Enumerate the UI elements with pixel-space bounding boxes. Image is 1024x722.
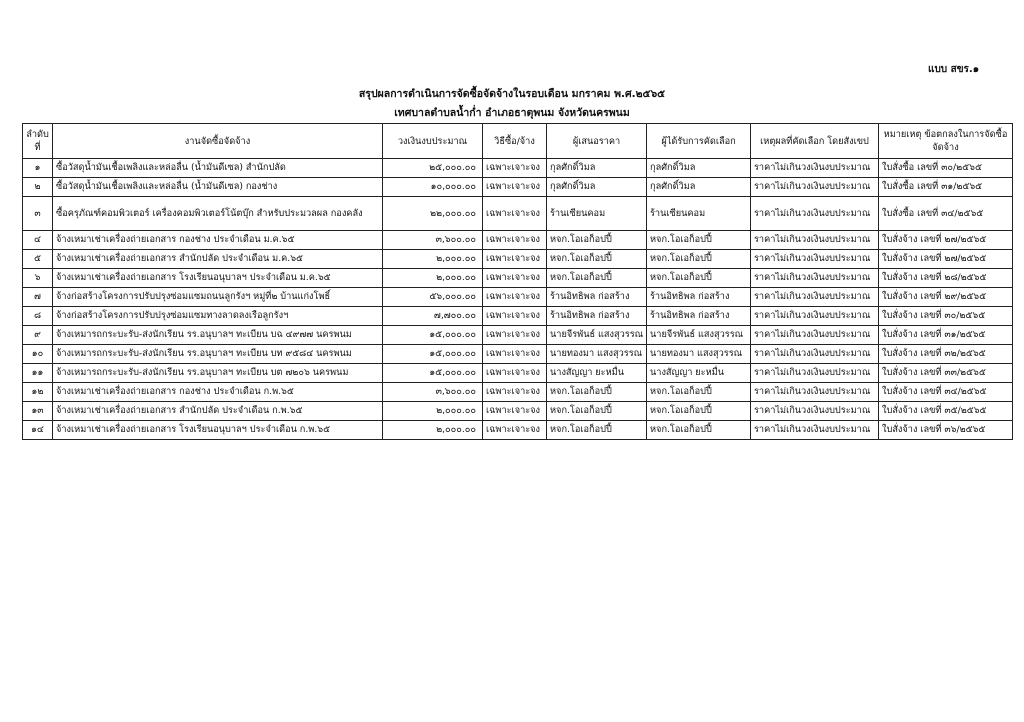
cell-no: ๑ <box>23 159 53 178</box>
header-budget: วงเงินงบประมาณ <box>383 124 483 159</box>
header-item: งานจัดซื้อจัดจ้าง <box>53 124 383 159</box>
cell-item: จ้างเหมารถกระบะรับ-ส่งนักเรียน รร.อนุบาลฯ ทะเบียน บฉ ๔๙๗๗ นครพนม <box>53 326 383 345</box>
header-selected: ผู้ได้รับการคัดเลือก <box>647 124 751 159</box>
cell-budget: ๒,๐๐๐.๐๐ <box>383 421 483 440</box>
cell-selected: ร้านอิทธิพล ก่อสร้าง <box>647 307 751 326</box>
cell-budget: ๒,๐๐๐.๐๐ <box>383 250 483 269</box>
cell-budget: ๒๕,๐๐๐.๐๐ <box>383 159 483 178</box>
cell-reason: ราคาไม่เกินวงเงินงบประมาณ <box>751 288 879 307</box>
header-row <box>23 124 1013 159</box>
cell-selected: หจก.โอเอก็อปปี้ <box>647 402 751 421</box>
table-row <box>23 326 1013 345</box>
cell-method: เฉพาะเจาะจง <box>483 250 547 269</box>
cell-bidder: นางสัญญา ยะหมื่น <box>547 364 647 383</box>
cell-selected: หจก.โอเอก็อปปี้ <box>647 231 751 250</box>
document-title: สรุปผลการดำเนินการจัดซื้อจัดจ้างในรอบเดือน มกราคม พ.ศ.๒๕๖๕ <box>358 88 666 100</box>
cell-selected: นางสัญญา ยะหมื่น <box>647 364 751 383</box>
cell-bidder: หจก.โอเอก็อปปี้ <box>547 383 647 402</box>
table-row <box>23 307 1013 326</box>
cell-budget: ๑๕,๐๐๐.๐๐ <box>383 326 483 345</box>
cell-note: ใบสั่งซื้อ เลขที่ ๓๑/๒๕๖๕ <box>879 178 1013 197</box>
cell-no: ๑๑ <box>23 364 53 383</box>
header-reason: เหตุผลที่คัดเลือก โดยสังเขป <box>751 124 879 159</box>
cell-budget: ๒,๐๐๐.๐๐ <box>383 402 483 421</box>
cell-item: จ้างก่อสร้างโครงการปรับปรุงซ่อมแซมทางลาดลงเรือลูกรังฯ <box>53 307 383 326</box>
table-row <box>23 178 1013 197</box>
cell-bidder: หจก.โอเอก็อปปี้ <box>547 421 647 440</box>
cell-selected: หจก.โอเอก็อปปี้ <box>647 269 751 288</box>
cell-method: เฉพาะเจาะจง <box>483 269 547 288</box>
cell-item: จ้างเหมาเช่าเครื่องถ่ายเอกสาร โรงเรียนอนุบาลฯ ประจำเดือน ม.ค.๖๕ <box>53 269 383 288</box>
cell-bidder: ร้านอิทธิพล ก่อสร้าง <box>547 307 647 326</box>
cell-reason: ราคาไม่เกินวงเงินงบประมาณ <box>751 383 879 402</box>
cell-no: ๑๐ <box>23 345 53 364</box>
table-row <box>23 197 1013 231</box>
cell-method: เฉพาะเจาะจง <box>483 364 547 383</box>
table-row <box>23 269 1013 288</box>
cell-reason: ราคาไม่เกินวงเงินงบประมาณ <box>751 345 879 364</box>
cell-reason: ราคาไม่เกินวงเงินงบประมาณ <box>751 326 879 345</box>
cell-no: ๒ <box>23 178 53 197</box>
cell-item: จ้างเหมาเช่าเครื่องถ่ายเอกสาร กองช่าง ประจำเดือน ก.พ.๖๕ <box>53 383 383 402</box>
cell-budget: ๒๒,๐๐๐.๐๐ <box>383 197 483 231</box>
cell-method: เฉพาะเจาะจง <box>483 307 547 326</box>
table-row <box>23 288 1013 307</box>
cell-reason: ราคาไม่เกินวงเงินงบประมาณ <box>751 402 879 421</box>
cell-budget: ๓,๖๐๐.๐๐ <box>383 231 483 250</box>
table-row <box>23 345 1013 364</box>
cell-selected: หจก.โอเอก็อปปี้ <box>647 250 751 269</box>
cell-item: จ้างเหมาเช่าเครื่องถ่ายเอกสาร สำนักปลัด ประจำเดือน ก.พ.๖๕ <box>53 402 383 421</box>
cell-bidder: หจก.โอเอก็อปปี้ <box>547 231 647 250</box>
cell-selected: หจก.โอเอก็อปปี้ <box>647 383 751 402</box>
cell-note: ใบสั่งจ้าง เลขที่ ๒๙/๒๕๖๕ <box>879 288 1013 307</box>
cell-selected: นายจีรพันธ์ แสงสุวรรณ <box>647 326 751 345</box>
cell-bidder: นายจีรพันธ์ แสงสุวรรณ <box>547 326 647 345</box>
cell-bidder: กุลศักดิ์วิมล <box>547 159 647 178</box>
header-method: วิธีซื้อ/จ้าง <box>483 124 547 159</box>
cell-selected: หจก.โอเอก็อปปี้ <box>647 421 751 440</box>
cell-note: ใบสั่งจ้าง เลขที่ ๓๐/๒๕๖๕ <box>879 307 1013 326</box>
cell-no: ๑๔ <box>23 421 53 440</box>
cell-note: ใบสั่งจ้าง เลขที่ ๒๗/๒๕๖๕ <box>879 250 1013 269</box>
cell-method: เฉพาะเจาะจง <box>483 231 547 250</box>
cell-note: ใบสั่งจ้าง เลขที่ ๓๑/๒๕๖๕ <box>879 326 1013 345</box>
cell-selected: นายทองมา แสงสุวรรณ <box>647 345 751 364</box>
cell-selected: กุลศักดิ์วิมล <box>647 178 751 197</box>
cell-item: จ้างเหมาเช่าเครื่องถ่ายเอกสาร กองช่าง ประจำเดือน ม.ค.๖๕ <box>53 231 383 250</box>
table-row <box>23 421 1013 440</box>
cell-no: ๘ <box>23 307 53 326</box>
cell-reason: ราคาไม่เกินวงเงินงบประมาณ <box>751 250 879 269</box>
header-note: หมายเหตุ ข้อตกลงในการจัดซื้อจัดจ้าง <box>879 124 1013 159</box>
cell-note: ใบสั่งซื้อ เลขที่ ๓๔/๒๕๖๕ <box>879 197 1013 231</box>
table-row <box>23 250 1013 269</box>
cell-budget: ๕๖,๐๐๐.๐๐ <box>383 288 483 307</box>
cell-item: จ้างเหมารถกระบะรับ-ส่งนักเรียน รร.อนุบาลฯ ทะเบียน บท ๙๕๘๔ นครพนม <box>53 345 383 364</box>
cell-note: ใบสั่งจ้าง เลขที่ ๒๘/๒๕๖๕ <box>879 269 1013 288</box>
cell-bidder: กุลศักดิ์วิมล <box>547 178 647 197</box>
cell-method: เฉพาะเจาะจง <box>483 178 547 197</box>
table-row <box>23 364 1013 383</box>
procurement-table <box>22 123 1013 440</box>
cell-method: เฉพาะเจาะจง <box>483 288 547 307</box>
cell-item: จ้างก่อสร้างโครงการปรับปรุงซ่อมแซมถนนลูกรังฯ หมู่ที่๒ บ้านแก่งโพธิ์ <box>53 288 383 307</box>
cell-no: ๕ <box>23 250 53 269</box>
cell-bidder: หจก.โอเอก็อปปี้ <box>547 250 647 269</box>
cell-note: ใบสั่งจ้าง เลขที่ ๓๕/๒๕๖๕ <box>879 402 1013 421</box>
cell-method: เฉพาะเจาะจง <box>483 197 547 231</box>
cell-bidder: ร้านอิทธิพล ก่อสร้าง <box>547 288 647 307</box>
cell-budget: ๑๐,๐๐๐.๐๐ <box>383 178 483 197</box>
cell-item: จ้างเหมาเช่าเครื่องถ่ายเอกสาร โรงเรียนอนุบาลฯ ประจำเดือน ก.พ.๖๕ <box>53 421 383 440</box>
header-bidder: ผู้เสนอราคา <box>547 124 647 159</box>
cell-budget: ๒,๐๐๐.๐๐ <box>383 269 483 288</box>
cell-bidder: หจก.โอเอก็อปปี้ <box>547 402 647 421</box>
cell-no: ๑๓ <box>23 402 53 421</box>
table-row <box>23 159 1013 178</box>
cell-item: ซื้อครุภัณฑ์คอมพิวเตอร์ เครื่องคอมพิวเตอร์โน้ตบุ๊ก สำหรับประมวลผล กองคลัง <box>53 197 383 231</box>
cell-method: เฉพาะเจาะจง <box>483 421 547 440</box>
cell-method: เฉพาะเจาะจง <box>483 402 547 421</box>
table-row <box>23 383 1013 402</box>
cell-selected: กุลศักดิ์วิมล <box>647 159 751 178</box>
cell-note: ใบสั่งจ้าง เลขที่ ๒๗/๒๕๖๕ <box>879 231 1013 250</box>
document-subtitle: เทศบาลตำบลน้ำก่ำ อำเภอธาตุพนม จังหวัดนครพนม <box>394 107 630 119</box>
cell-no: ๔ <box>23 231 53 250</box>
cell-reason: ราคาไม่เกินวงเงินงบประมาณ <box>751 197 879 231</box>
cell-reason: ราคาไม่เกินวงเงินงบประมาณ <box>751 231 879 250</box>
cell-method: เฉพาะเจาะจง <box>483 345 547 364</box>
cell-item: จ้างเหมารถกระบะรับ-ส่งนักเรียน รร.อนุบาลฯ ทะเบียน บต ๗๒๐๖ นครพนม <box>53 364 383 383</box>
cell-note: ใบสั่งจ้าง เลขที่ ๓๓/๒๕๖๕ <box>879 364 1013 383</box>
cell-budget: ๑๕,๐๐๐.๐๐ <box>383 364 483 383</box>
cell-budget: ๗,๗๐๐.๐๐ <box>383 307 483 326</box>
cell-budget: ๓,๖๐๐.๐๐ <box>383 383 483 402</box>
cell-reason: ราคาไม่เกินวงเงินงบประมาณ <box>751 159 879 178</box>
cell-method: เฉพาะเจาะจง <box>483 159 547 178</box>
cell-reason: ราคาไม่เกินวงเงินงบประมาณ <box>751 364 879 383</box>
cell-item: จ้างเหมาเช่าเครื่องถ่ายเอกสาร สำนักปลัด ประจำเดือน ม.ค.๖๕ <box>53 250 383 269</box>
cell-no: ๙ <box>23 326 53 345</box>
cell-budget: ๑๕,๐๐๐.๐๐ <box>383 345 483 364</box>
cell-no: ๑๒ <box>23 383 53 402</box>
cell-selected: ร้านเซียนคอม <box>647 197 751 231</box>
header-no: ลำดับที่ <box>23 124 53 159</box>
cell-note: ใบสั่งจ้าง เลขที่ ๓๖/๒๕๖๕ <box>879 421 1013 440</box>
cell-bidder: นายทองมา แสงสุวรรณ <box>547 345 647 364</box>
cell-no: ๖ <box>23 269 53 288</box>
cell-reason: ราคาไม่เกินวงเงินงบประมาณ <box>751 307 879 326</box>
cell-selected: ร้านอิทธิพล ก่อสร้าง <box>647 288 751 307</box>
table-row <box>23 402 1013 421</box>
form-code: แบบ สขร.๑ <box>928 64 980 75</box>
cell-no: ๗ <box>23 288 53 307</box>
cell-reason: ราคาไม่เกินวงเงินงบประมาณ <box>751 269 879 288</box>
cell-method: เฉพาะเจาะจง <box>483 383 547 402</box>
cell-note: ใบสั่งจ้าง เลขที่ ๓๒/๒๕๖๕ <box>879 345 1013 364</box>
cell-item: ซื้อวัสดุน้ำมันเชื้อเพลิงและหล่อลื่น (น้ำมันดีเซล) สำนักปลัด <box>53 159 383 178</box>
cell-item: ซื้อวัสดุน้ำมันเชื้อเพลิงและหล่อลื่น (น้ำมันดีเซล) กองช่าง <box>53 178 383 197</box>
cell-note: ใบสั่งซื้อ เลขที่ ๓๐/๒๕๖๕ <box>879 159 1013 178</box>
cell-no: ๓ <box>23 197 53 231</box>
cell-note: ใบสั่งจ้าง เลขที่ ๓๔/๒๕๖๕ <box>879 383 1013 402</box>
cell-bidder: หจก.โอเอก็อปปี้ <box>547 269 647 288</box>
table-row <box>23 231 1013 250</box>
cell-reason: ราคาไม่เกินวงเงินงบประมาณ <box>751 178 879 197</box>
cell-reason: ราคาไม่เกินวงเงินงบประมาณ <box>751 421 879 440</box>
cell-method: เฉพาะเจาะจง <box>483 326 547 345</box>
cell-bidder: ร้านเซียนคอม <box>547 197 647 231</box>
